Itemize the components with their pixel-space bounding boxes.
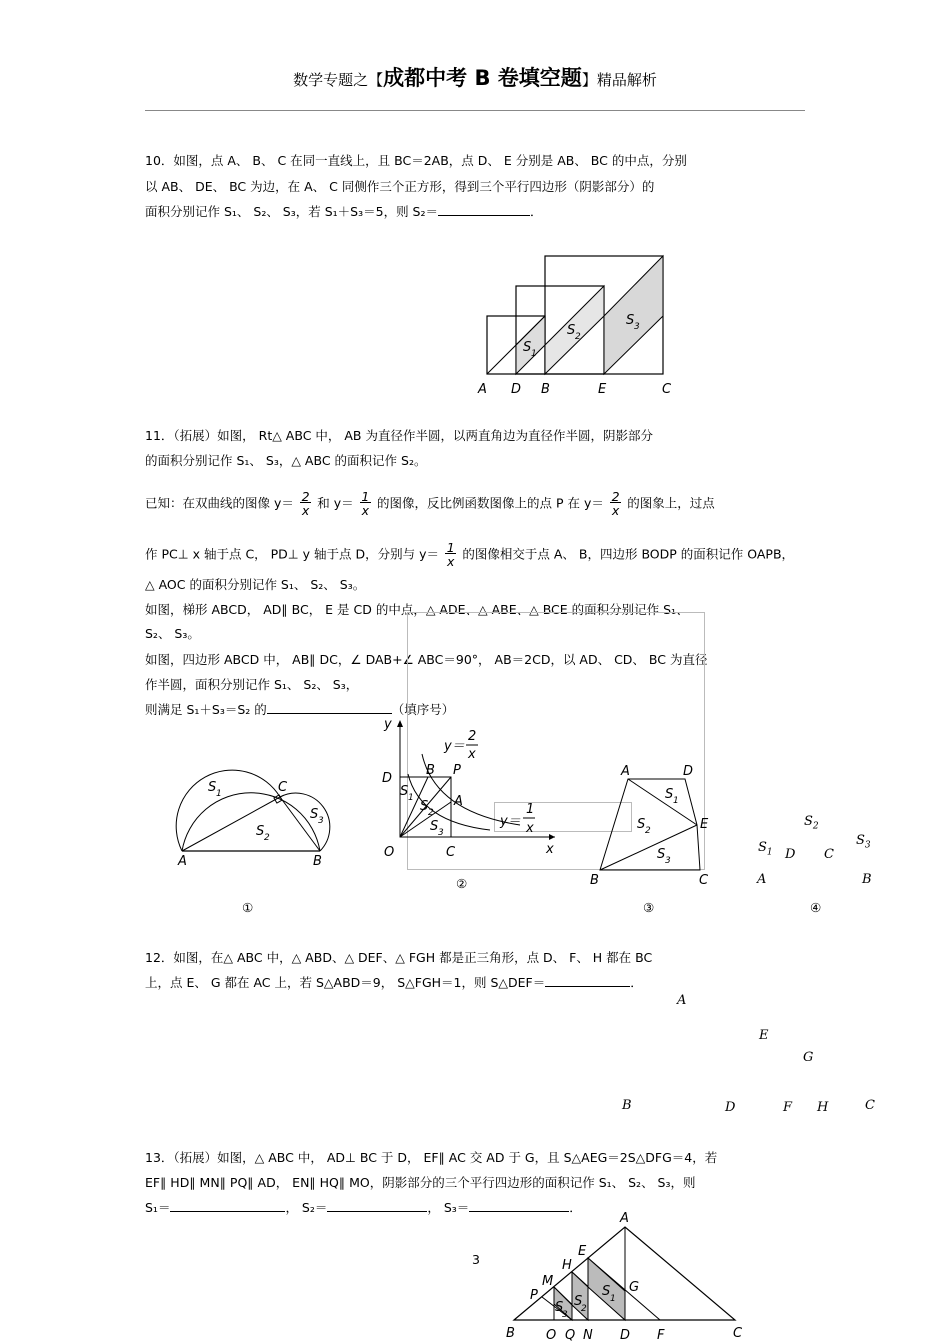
q11-line6: 如图，梯形 ABCD， AD∥ BC， E 是 CD 的中点，△ ADE、△ ABE、△ BCE 的面积分别记作 S₁、 <box>145 602 689 617</box>
q11-line3b: 和 y＝ <box>317 495 354 511</box>
svg-text:S: S <box>310 807 319 822</box>
svg-text:x: x <box>468 747 476 762</box>
svg-text:1: 1 <box>610 1294 616 1304</box>
svg-text:D: D <box>683 764 694 779</box>
svg-text:1: 1 <box>531 349 537 359</box>
svg-text:1: 1 <box>526 802 535 817</box>
svg-text:E: E <box>578 1244 587 1259</box>
q11-frac-2x-b <box>610 490 621 518</box>
svg-text:O: O <box>546 1328 557 1343</box>
svg-text:3: 3 <box>665 856 671 866</box>
svg-text:A: A <box>454 794 463 809</box>
q10-label-C: C <box>662 382 672 397</box>
svg-text:M: M <box>542 1274 554 1289</box>
svg-text:S: S <box>400 784 409 799</box>
svg-text:B: B <box>590 873 599 888</box>
q13-line3a: S₁＝ <box>145 1200 171 1215</box>
frac-num: 1 <box>446 540 455 555</box>
q12-line2 <box>145 975 643 991</box>
q12-label-D: D <box>725 1100 736 1115</box>
svg-text:S: S <box>665 787 674 802</box>
svg-text:S: S <box>626 313 635 328</box>
q11-line3d: 的图象上，过点 <box>627 495 715 511</box>
svg-text:x: x <box>526 821 534 836</box>
svg-text:2: 2 <box>645 826 651 836</box>
svg-text:S: S <box>420 799 429 814</box>
svg-text:C: C <box>699 873 709 888</box>
q12-label-A: A <box>677 993 687 1008</box>
q12-label-F: F <box>783 1100 793 1115</box>
q10-figure <box>470 250 690 400</box>
q12-label-C: C <box>865 1098 875 1113</box>
header-title: 成都中考 B 卷填空题 <box>383 66 582 90</box>
svg-text:3: 3 <box>438 828 444 838</box>
q11-line5: △ AOC 的面积分别记作 S₁、 S₂、 S₃。 <box>145 577 366 592</box>
q11-fig4-A: A <box>757 872 767 887</box>
svg-text:S: S <box>256 824 265 839</box>
q11-line1: 11．（拓展）如图， Rt△ ABC 中， AB 为直径作半圆，以两直角边为直径作半圆，阴影部分 <box>145 428 653 443</box>
svg-text:S: S <box>523 340 532 355</box>
q11-fig4-S2: $S_2$ <box>804 814 819 832</box>
svg-text:S: S <box>657 847 666 862</box>
header-rule <box>145 110 805 111</box>
q11-frac-2x <box>300 490 311 518</box>
svg-text:2: 2 <box>575 332 581 342</box>
q11-fig4-S1: $S_1$ <box>758 840 773 858</box>
q10-label-E: E <box>598 382 607 397</box>
q12-label-H: H <box>817 1100 829 1115</box>
header-prefix: 数学专题之【 <box>293 71 384 89</box>
q11-line7: S₂、 S₃。 <box>145 626 200 641</box>
page-header <box>0 62 950 92</box>
q10-label-A: A <box>478 382 487 397</box>
svg-text:y: y <box>384 717 392 732</box>
q11-fig4-S3: $S_3$ <box>856 833 871 851</box>
svg-text:3: 3 <box>634 322 640 332</box>
svg-text:y＝: y＝ <box>444 739 465 754</box>
q11-fig4-C: C <box>824 847 834 862</box>
svg-text:A: A <box>178 854 187 869</box>
q12-label-B: B <box>622 1098 632 1113</box>
svg-text:1: 1 <box>408 793 414 803</box>
svg-text:1: 1 <box>673 796 679 806</box>
q12-label-E: E <box>759 1028 769 1043</box>
q11-line10b: （填序号） <box>391 702 455 717</box>
frac-den: x <box>301 503 310 518</box>
svg-text:3: 3 <box>318 816 324 826</box>
mark-1: ① <box>242 900 254 915</box>
q11-fig4-B: B <box>862 872 872 887</box>
svg-text:3: 3 <box>562 1310 568 1320</box>
q13-line1: 13．（拓展）如图，△ ABC 中， AD⊥ BC 于 D， EF∥ AC 交 AD 于 G，且 S△AEG＝2S△DFG＝4，若 <box>145 1150 718 1165</box>
svg-text:D: D <box>620 1328 631 1343</box>
q12-label-G: G <box>803 1050 814 1065</box>
frac-den: x <box>611 503 620 518</box>
svg-text:G: G <box>629 1280 640 1295</box>
q13-line3d: ． <box>569 1200 582 1215</box>
svg-text:2: 2 <box>264 833 270 843</box>
q10-line1: 10．如图，点 A、 B、 C 在同一直线上，且 BC＝2AB，点 D、 E 分别是 AB、 BC 的中点，分别 <box>145 153 687 168</box>
svg-text:C: C <box>446 845 456 860</box>
svg-text:S: S <box>602 1284 611 1299</box>
svg-text:2: 2 <box>468 729 477 744</box>
q13-line3b: ， S₂＝ <box>285 1200 328 1215</box>
frac-den: x <box>447 554 455 569</box>
q11-figure-trapezoid <box>585 760 725 890</box>
svg-text:1: 1 <box>216 789 222 799</box>
q11-figure-hyperbola <box>370 712 570 862</box>
svg-text:B: B <box>506 1326 515 1341</box>
q13-line3c: ， S₃＝ <box>427 1200 470 1215</box>
q11-line8: 如图，四边形 ABCD 中， AB∥ DC，∠ DAB+∠ ABC＝90°， AB＝2CD，以 AD、 CD、 BC 为直径 <box>145 652 708 667</box>
q13-blank-s2[interactable] <box>327 1211 427 1212</box>
svg-text:H: H <box>562 1258 572 1273</box>
q13-blank-s1[interactable] <box>170 1211 285 1212</box>
page-number: 3 <box>472 1252 480 1267</box>
q11-line3a: 已知：在双曲线的图像 y＝ <box>145 495 294 511</box>
q11-line4 <box>145 541 794 569</box>
mark-4: ④ <box>810 900 822 915</box>
q11-line4b: 的图像相交于点 A、 B，四边形 BODP 的面积记作 OAPB， <box>462 546 795 562</box>
q11-line3c: 的图像，反比例函数图像上的点 P 在 y＝ <box>377 495 604 511</box>
q10-answer-blank[interactable] <box>438 215 530 216</box>
mark-3: ③ <box>643 900 655 915</box>
svg-text:Q: Q <box>565 1328 576 1343</box>
svg-text:P: P <box>530 1288 538 1303</box>
svg-text:P: P <box>453 763 461 778</box>
q12-answer-blank[interactable] <box>545 986 630 987</box>
svg-text:E: E <box>700 817 709 832</box>
q11-line4a: 作 PC⊥ x 轴于点 C， PD⊥ y 轴于点 D，分别与 y＝ <box>145 546 440 562</box>
q11-line2: 的面积分别记作 S₁、 S₃，△ ABC 的面积记作 S₂。 <box>145 453 427 468</box>
q11-figure-semicircles <box>170 765 350 875</box>
svg-text:x: x <box>546 842 554 857</box>
svg-text:y＝: y＝ <box>500 814 521 829</box>
q10-line3-text: 面积分别记作 S₁、 S₂、 S₃，若 S₁＋S₃＝5，则 S₂＝ <box>145 204 438 219</box>
frac-den: x <box>361 503 370 518</box>
header-suffix: 】精品解析 <box>581 71 657 89</box>
svg-text:N: N <box>583 1328 593 1343</box>
q11-frac-1x <box>360 490 371 518</box>
q11-frac-1x-b <box>445 541 456 569</box>
svg-text:A: A <box>620 1211 629 1226</box>
q12-line2a: 上，点 E、 G 都在 AC 上，若 S△ABD＝9， S△FGH＝1，则 S△DEF＝ <box>145 975 546 990</box>
q11-line9: 作半圆，面积分别记作 S₁、 S₂、 S₃， <box>145 677 359 692</box>
q10-label-B: B <box>541 382 550 397</box>
q10-label-D: D <box>511 382 522 397</box>
q10-line3 <box>145 204 543 220</box>
svg-text:C: C <box>278 780 288 795</box>
q13-line2: EF∥ HD∥ MN∥ PQ∥ AD， EN∥ HQ∥ MO，阴影部分的三个平行四边形的面积记作 S₁、 S₂、 S₃，则 <box>145 1175 696 1190</box>
svg-text:D: D <box>382 771 393 786</box>
q10-line3-end: ． <box>530 204 543 219</box>
svg-text:F: F <box>657 1328 665 1343</box>
svg-text:S: S <box>208 780 217 795</box>
svg-text:B: B <box>313 854 322 869</box>
q12-line1: 12．如图，在△ ABC 中，△ ABD、△ DEF、△ FGH 都是正三角形，点 D、 F、 H 都在 BC <box>145 950 653 965</box>
svg-text:S: S <box>567 323 576 338</box>
mark-2: ② <box>456 876 468 891</box>
q11-line3 <box>145 490 715 518</box>
svg-text:O: O <box>384 845 395 860</box>
svg-text:S: S <box>555 1300 564 1315</box>
q11-line10a: 则满足 S₁＋S₃＝S₂ 的 <box>145 702 267 717</box>
svg-text:S: S <box>637 817 646 832</box>
svg-text:S: S <box>430 819 439 834</box>
q12-line2b: ． <box>630 975 643 990</box>
svg-text:2: 2 <box>428 808 434 818</box>
frac-num: 2 <box>301 489 310 504</box>
q11-fig4-D: D <box>785 847 796 862</box>
frac-num: 2 <box>611 489 620 504</box>
q13-figure <box>500 1205 760 1344</box>
svg-text:B: B <box>426 763 435 778</box>
svg-text:S: S <box>574 1294 583 1309</box>
q10-line2: 以 AB、 DE、 BC 为边，在 A、 C 同侧作三个正方形，得到三个平行四边形（阴影部分）的 <box>145 179 655 194</box>
frac-num: 1 <box>361 489 370 504</box>
svg-text:2: 2 <box>581 1304 587 1314</box>
svg-text:A: A <box>621 764 630 779</box>
svg-text:C: C <box>733 1326 743 1341</box>
